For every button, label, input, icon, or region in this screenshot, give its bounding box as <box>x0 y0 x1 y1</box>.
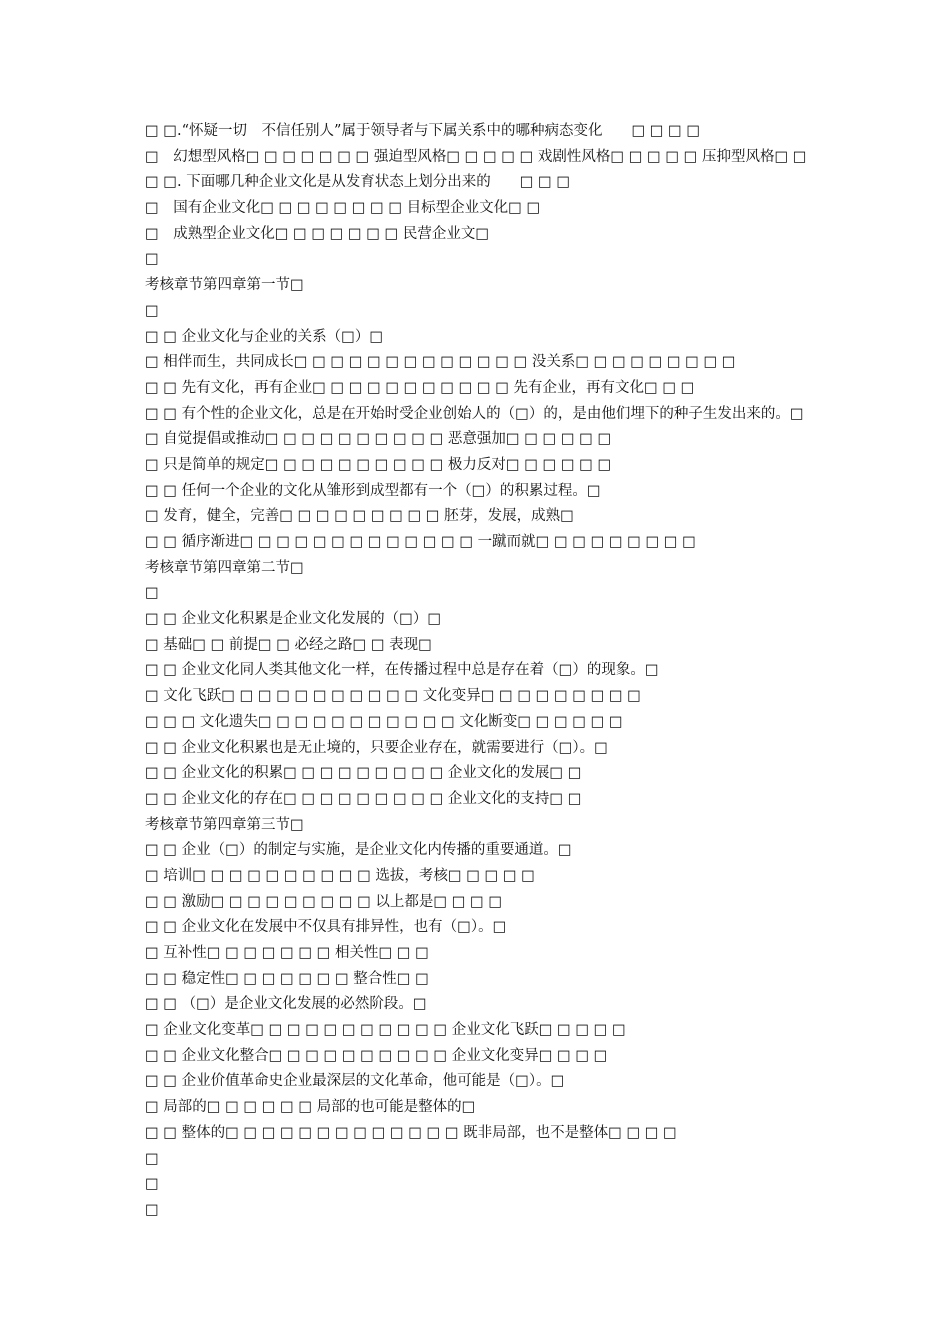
section-heading: 考核章节第四章第三节□ <box>145 816 304 833</box>
text-line: □ □ 整体的□ □ □ □ □ □ □ □ □ □ □ □ □ 既非局部，也不是整体□ □ □ □ <box>145 1124 677 1141</box>
text-line: □ 企业文化变革□ □ □ □ □ □ □ □ □ □ □ 企业文化飞跃□ □ □ □ □ <box>145 1022 626 1039</box>
text-line: □ □ □ 文化遗失□ □ □ □ □ □ □ □ □ □ □ 文化断变□ □ □ □ □ □ <box>145 713 623 730</box>
text-line: □ □ 企业文化积累是企业文化发展的（□）□ <box>145 611 442 628</box>
text-line: □ <box>145 1150 159 1167</box>
text-line: □ □ 稳定性□ □ □ □ □ □ □ 整合性□ □ <box>145 970 429 987</box>
section-heading: 考核章节第四章第二节□ <box>145 559 304 576</box>
text-line: □ □ 任何一个企业的文化从雏形到成型都有一个（□）的积累过程。□ <box>145 482 601 499</box>
text-line: □ <box>145 1176 159 1193</box>
section-heading: 考核章节第四章第一节□ <box>145 277 304 294</box>
text-line: □ 文化飞跃□ □ □ □ □ □ □ □ □ □ □ 文化变异□ □ □ □ □ □ □ □ □ <box>145 688 641 705</box>
text-line: □ 基础□ □ 前提□ □ 必经之路□ □ 表现□ <box>145 636 432 653</box>
text-line: □ □.“怀疑一切 不信任别人”属于领导者与下属关系中的哪种病态变化 □ □ □ □ <box>145 123 701 139</box>
text-line: □ □ 企业文化积累也是无止境的，只要企业存在，就需要进行（□）。□ <box>145 739 608 756</box>
text-line: □ □ 企业文化与企业的关系（□）□ <box>145 328 384 345</box>
text-line: □ □ 循序渐进□ □ □ □ □ □ □ □ □ □ □ □ □ 一蹴而就□ □ □ □ □ □ □ □ □ <box>145 534 696 550</box>
text-line: □ <box>145 585 159 602</box>
text-line: □ 发育，健全，完善□ □ □ □ □ □ □ □ □ 胚芽，发展，成熟□ <box>145 508 574 525</box>
text-line: □ 自觉提倡或推动□ □ □ □ □ □ □ □ □ □ 恶意强加□ □ □ □ □ □ <box>145 431 612 448</box>
text-line: □ 互补性□ □ □ □ □ □ □ 相关性□ □ □ <box>145 945 429 961</box>
text-line: □ □ 企业文化整合□ □ □ □ □ □ □ □ □ □ 企业文化变异□ □ □ □ <box>145 1047 608 1064</box>
text-line: □ <box>145 251 159 268</box>
text-line: □ 幻想型风格□ □ □ □ □ □ □ 强迫型风格□ □ □ □ □ 戏剧性风格□ □ □ □ □ 压抑型风格□ □ <box>145 148 807 165</box>
text-line: □ 局部的□ □ □ □ □ □ 局部的也可能是整体的□ <box>145 1099 476 1116</box>
text-line: □ □ 企业文化同人类其他文化一样，在传播过程中总是存在着（□）的现象。□ <box>145 662 659 679</box>
text-line: □ 相伴而生，共同成长□ □ □ □ □ □ □ □ □ □ □ □ □ 没关系□ □ □ □ □ □ □ □ □ <box>145 354 736 371</box>
text-line: □ □ 先有文化，再有企业□ □ □ □ □ □ □ □ □ □ □ 先有企业，再有文化□ □ □ <box>145 379 695 396</box>
text-line: □ 成熟型企业文化□ □ □ □ □ □ □ 民营企业文□ <box>145 225 490 242</box>
text-line: □ □. 下面哪几种企业文化是从发育状态上划分出来的 □ □ □ <box>145 174 571 191</box>
text-line: □ □ 企业文化的积累□ □ □ □ □ □ □ □ □ 企业文化的发展□ □ <box>145 765 582 782</box>
text-line: □ <box>145 302 159 319</box>
text-line: □ □ 企业文化的存在□ □ □ □ □ □ □ □ □ 企业文化的支持□ □ <box>145 790 582 807</box>
text-line: □ □ 企业价值革命史企业最深层的文化革命，他可能是（□）。□ <box>145 1073 565 1090</box>
text-line: □ □ 有个性的企业文化，总是在开始时受企业创始人的（□）的，是由他们埋下的种子生发出来的。□ <box>145 405 804 422</box>
text-line: □ □ 企业（□）的制定与实施，是企业文化内传播的重要通道。□ <box>145 842 572 859</box>
text-line: □ <box>145 1201 159 1218</box>
text-line: □ □ 企业文化在发展中不仅具有排异性，也有（□）。□ <box>145 919 507 936</box>
text-line: □ 国有企业文化□ □ □ □ □ □ □ □ 目标型企业文化□ □ <box>145 200 541 217</box>
document-body <box>145 119 905 1224</box>
text-line: □ 培训□ □ □ □ □ □ □ □ □ □ 选拔，考核□ □ □ □ □ <box>145 867 535 884</box>
text-line: □ 只是简单的规定□ □ □ □ □ □ □ □ □ □ 极力反对□ □ □ □ □ □ <box>145 456 612 473</box>
text-line: □ □ 激励□ □ □ □ □ □ □ □ □ 以上都是□ □ □ □ <box>145 893 503 910</box>
text-line: □ □ （□）是企业文化发展的必然阶段。□ <box>145 996 427 1013</box>
